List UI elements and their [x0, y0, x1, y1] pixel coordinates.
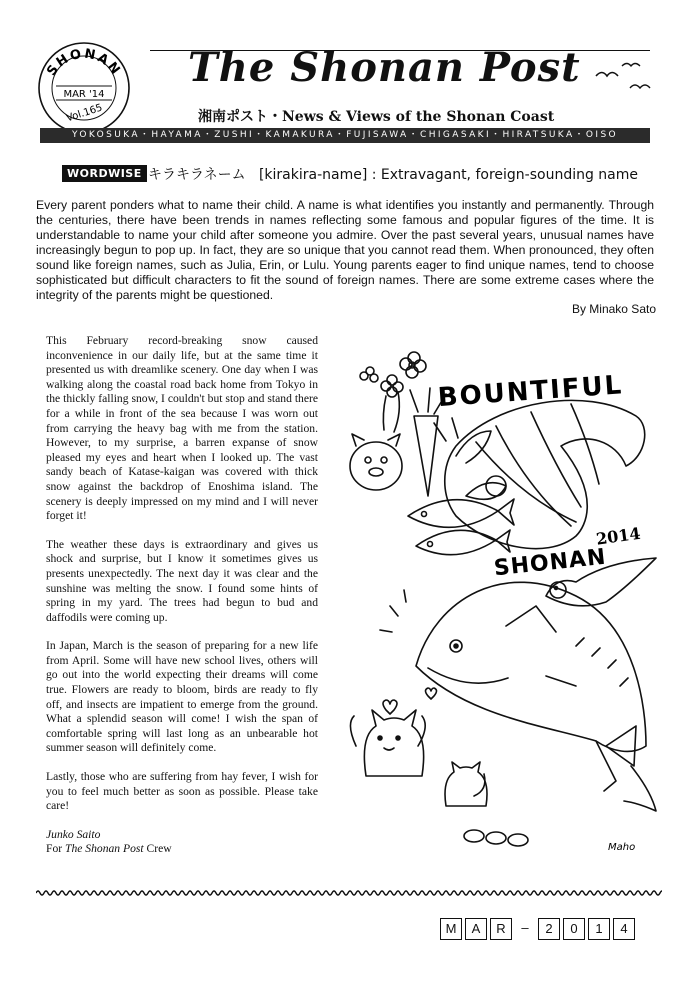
- date-char-box: A: [465, 918, 487, 940]
- heart-icon: [383, 700, 397, 714]
- column-paragraph: In Japan, March is the season of preparing for a new life from April. Some will have new school lives, others will go out into the world expecting their dreams will come true. Flowers are ready to bloom, birds are ready to fly off, and insects are impatient to emerge from the ground. What a splendid season will come! I wish the span of comfortable spring will last long as an unbearable hot summer season will definitely come.: [46, 639, 318, 755]
- flower-icon: [360, 352, 426, 432]
- column-signature-name: Junko Saito: [46, 827, 101, 841]
- wordwise-byline: By Minako Sato: [571, 302, 656, 316]
- illustration-year: 2014: [594, 523, 642, 549]
- seagull-icon: [592, 58, 654, 98]
- issue-date-boxes: [440, 918, 638, 940]
- wordwise-badge: WORDWISE: [62, 165, 147, 182]
- footer-wave-rule: [36, 888, 662, 898]
- date-char-box: R: [490, 918, 512, 940]
- column-paragraph: The weather these days is extraordinary and gives us shock and surprise, but I know it sometimes gives us presents unexpectedly. The next day it was clear and the sunshine was melting the snow. I found some hints of spring in my yard. The trees had begun to bud and daffodils were coming up.: [46, 537, 318, 624]
- wordwise-definition: [kirakira-name] : Extravagant, foreign-sounding name: [258, 167, 639, 183]
- sushi-icon: [464, 830, 484, 842]
- cat-icon: [445, 762, 487, 806]
- stamp-volume: Vol.165: [65, 102, 104, 125]
- bountiful-shonan-illustration: [346, 346, 664, 866]
- cat-icon: [364, 710, 423, 776]
- illustration-headline-bountiful: BOUNTIFUL: [436, 370, 625, 414]
- date-char-dash: –: [521, 920, 529, 935]
- date-char-box: M: [440, 918, 462, 940]
- date-char-box: 0: [563, 918, 585, 940]
- illustration-artist-signature: Maho: [608, 842, 636, 853]
- towns-banner: YOKOSUKA・HAYAMA・ZUSHI・KAMAKURA・FUJISAWA・CHIGASAKI・HIRATSUKA・OISO: [40, 128, 650, 143]
- date-char-box: 2: [538, 918, 560, 940]
- postmark-stamp: [36, 40, 132, 136]
- column-article: [46, 334, 318, 857]
- date-char-box: 1: [588, 918, 610, 940]
- stamp-top-text: SHONAN: [44, 46, 124, 79]
- masthead-subtitle: 湘南ポスト・News & Views of the Shonan Coast: [198, 109, 555, 125]
- wordwise-heading: [148, 164, 638, 184]
- wordwise-body: Every parent ponders what to name their child. A name is what identifies you instantly and permanently. Through the centuries, there have been trends in names reflecting some famous and popular figures of the time. It is understandable to name your child after someone you admire. Over the past several years, unusual names have increasingly begun to pop up. In fact, they are so unique that you cannot read them. When pronounced, they often sound like foreign names, such as Julia, Erin, or Lulu. Young parents eager to find unique names, tend to choose sophisticated but difficult characters to fit the sound of foreign names. There are some extreme cases where the integrity of the parents might be questioned.: [36, 198, 654, 302]
- wordwise-term: キラキラネーム: [148, 167, 246, 183]
- column-paragraph: Lastly, those who are suffering from hay fever, I wish for you to feel much better as soon as possible. Please take care!: [46, 770, 318, 813]
- column-signature-crew: For The Shonan Post Crew: [46, 842, 172, 856]
- date-char-box: 4: [613, 918, 635, 940]
- illustration-headline-shonan: SHONAN: [492, 544, 608, 582]
- heart-icon: [426, 688, 437, 699]
- masthead-title: The Shonan Post: [188, 44, 581, 91]
- tuna-icon: [416, 582, 646, 751]
- column-paragraph: This February record-breaking snow caused inconvenience in our daily life, but at the same time it presented us with dreamlike scenery. One day when I was walking along the coastal road back home from Tokyo in the thickly falling snow, I couldn't but stop and stand there for a while in front of the sea because I was worn out from carrying the heavy bag with me from the station. However, to my surprise, a barren expanse of snow pleased my eyes and heart when I looked up. The vast sandy beach of Katase-kaigan was covered with thick snow against the backdrop of Enoshima island. The scenery is deeply impressed on my mind and I will never forget it!: [46, 334, 318, 523]
- stamp-issue-date: MAR '14: [63, 89, 105, 100]
